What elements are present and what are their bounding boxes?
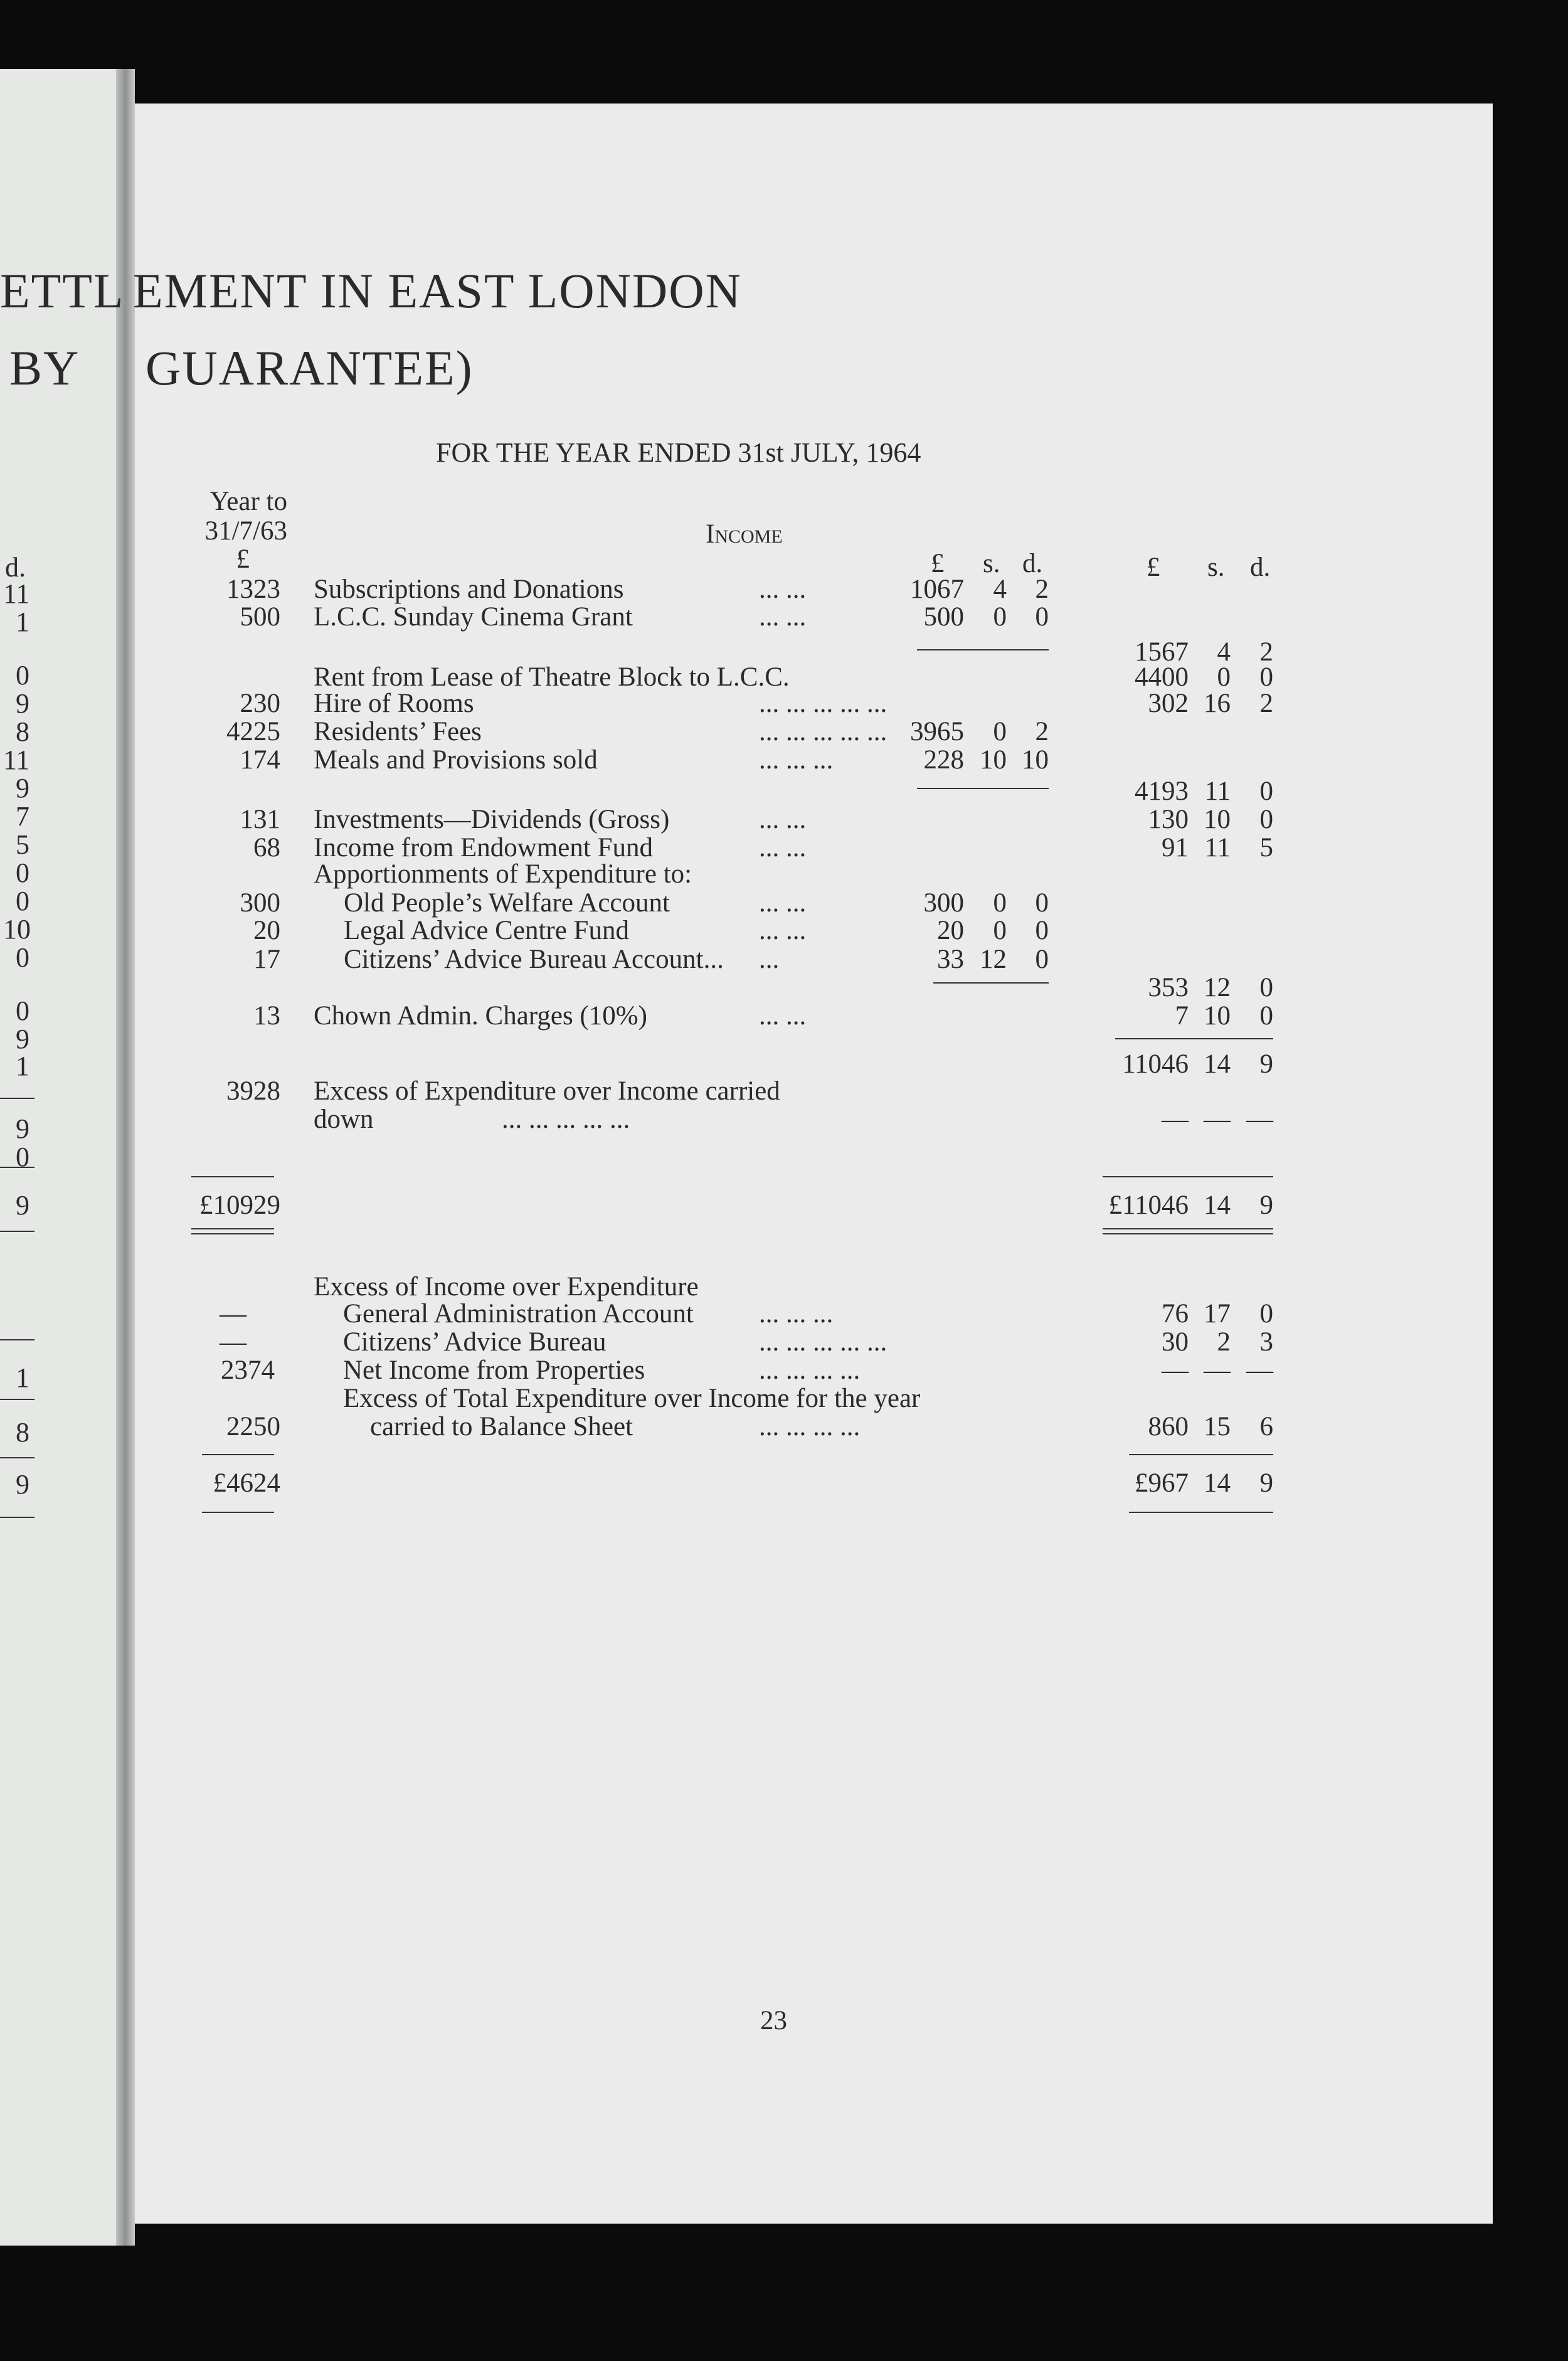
row-label: Hire of Rooms xyxy=(314,689,474,718)
row-label: Meals and Provisions sold xyxy=(314,745,598,775)
left-pence-value: 8 xyxy=(16,1417,29,1448)
prior-year-value: 300 xyxy=(240,888,280,918)
right-amount-pounds: 11046 xyxy=(1122,1049,1189,1079)
left-header-fragment-2: BY xyxy=(9,341,80,395)
mid-pound-header: £ xyxy=(931,549,945,578)
right-amount-pence: 5 xyxy=(1259,833,1273,862)
prior-year-value: 174 xyxy=(240,745,280,775)
right-total-pence: 9 xyxy=(1259,1468,1273,1498)
right-total-pounds: £11046 xyxy=(1108,1191,1189,1220)
leader-dots: ... ... xyxy=(759,805,807,834)
total-double-rule xyxy=(191,1228,274,1234)
right-amount-pounds: 302 xyxy=(1148,689,1189,718)
left-pence-value: 1 xyxy=(16,607,29,637)
right-amount-pence: 0 xyxy=(1259,973,1273,1002)
right-amount-pounds: 1567 xyxy=(1135,637,1189,667)
right-pence-header: d. xyxy=(1250,553,1271,582)
leader-dots: ... ... ... xyxy=(759,1299,834,1329)
prior-year-value: — xyxy=(220,1327,246,1357)
leader-dots: ... ... ... ... xyxy=(759,1412,861,1441)
right-amount-shillings: 4 xyxy=(1217,637,1231,667)
prior-year-value: 1323 xyxy=(226,575,280,604)
right-total-shillings: 14 xyxy=(1204,1191,1231,1220)
page-title-line1: EMENT IN EAST LONDON xyxy=(133,263,742,318)
left-pence-value: 9 xyxy=(16,1024,29,1054)
left-rule xyxy=(0,1457,34,1458)
right-amount-pounds: 353 xyxy=(1148,973,1189,1002)
right-amount-pence: 2 xyxy=(1259,689,1273,718)
left-pence-value: 0 xyxy=(16,1142,29,1172)
leader-dots: ... xyxy=(759,945,780,974)
left-header-fragment-1: ETTL xyxy=(0,263,125,318)
left-pence-value: 0 xyxy=(16,942,29,973)
left-pence-value: 8 xyxy=(16,716,29,747)
left-pence-value: 0 xyxy=(16,660,29,691)
right-amount-pence: 3 xyxy=(1259,1327,1273,1357)
left-pence-value: 0 xyxy=(16,886,29,916)
right-amount-pounds: 7 xyxy=(1175,1001,1189,1031)
subtotal-rule xyxy=(917,788,1049,789)
row-label: Income from Endowment Fund xyxy=(314,833,653,862)
right-amount-pence: 9 xyxy=(1259,1049,1273,1079)
prior-year-value: 20 xyxy=(253,916,280,945)
mid-amount-shillings: 10 xyxy=(980,745,1007,775)
row-label: down xyxy=(314,1105,374,1134)
right-amount-pounds: 30 xyxy=(1162,1327,1189,1357)
mid-amount-pounds: 3965 xyxy=(910,717,964,746)
mid-amount-pence: 10 xyxy=(1022,745,1049,775)
right-page xyxy=(129,103,1493,2224)
leader-dots: ... ... ... ... ... xyxy=(759,689,887,718)
right-amount-shillings: 0 xyxy=(1217,662,1231,692)
right-amount-pence: — xyxy=(1246,1356,1273,1385)
book-gutter xyxy=(116,69,135,2246)
mid-amount-shillings: 0 xyxy=(993,717,1007,746)
row-label: Rent from Lease of Theatre Block to L.C.C. xyxy=(314,662,790,692)
mid-amount-pence: 0 xyxy=(1035,945,1049,974)
left-pence-value: 11 xyxy=(3,578,30,609)
row-label: Citizens’ Advice Bureau Account... xyxy=(344,945,724,974)
row-label: General Administration Account xyxy=(343,1299,694,1329)
row-label: Net Income from Properties xyxy=(343,1356,645,1385)
right-amount-pence: 2 xyxy=(1259,637,1273,667)
subtotal-rule xyxy=(1115,1038,1273,1039)
left-rule xyxy=(0,1399,34,1400)
mid-amount-pounds: 20 xyxy=(937,916,964,945)
right-amount-shillings: 10 xyxy=(1204,805,1231,834)
right-amount-pounds: 4400 xyxy=(1135,662,1189,692)
left-rule xyxy=(0,1517,34,1518)
right-amount-shillings: 15 xyxy=(1204,1412,1231,1441)
left-rule xyxy=(0,1167,34,1168)
leader-dots: ... ... xyxy=(759,916,807,945)
row-label: Subscriptions and Donations xyxy=(314,575,624,604)
row-label: L.C.C. Sunday Cinema Grant xyxy=(314,602,633,632)
prior-year-header-2: 31/7/63 xyxy=(204,516,287,546)
prior-year-value: 3928 xyxy=(226,1076,280,1106)
mid-amount-pounds: 228 xyxy=(923,745,964,775)
prior-year-value: 13 xyxy=(253,1001,280,1031)
leader-dots: ... ... xyxy=(759,1001,807,1031)
leader-dots: ... ... ... ... ... xyxy=(502,1105,630,1134)
left-pence-value: 9 xyxy=(16,688,29,719)
right-amount-shillings: — xyxy=(1204,1105,1231,1134)
prior-year-value: 4225 xyxy=(226,717,280,746)
right-amount-pounds: 4193 xyxy=(1135,777,1189,806)
left-pence-value: 9 xyxy=(16,1190,29,1221)
row-label: Citizens’ Advice Bureau xyxy=(343,1327,607,1357)
prior-year-value: 131 xyxy=(240,805,280,834)
row-label: Excess of Total Expenditure over Income for the year xyxy=(343,1384,921,1413)
mid-amount-pounds: 1067 xyxy=(910,575,964,604)
right-amount-shillings: 16 xyxy=(1204,689,1231,718)
total-double-rule xyxy=(1103,1228,1273,1234)
prior-year-value: 2374 xyxy=(221,1356,275,1385)
left-pence-value: d. xyxy=(5,552,26,583)
mid-amount-shillings: 0 xyxy=(993,602,1007,632)
page-title-line2: GUARANTEE) xyxy=(146,341,474,395)
mid-amount-pence: 2 xyxy=(1035,575,1049,604)
left-pence-value: 7 xyxy=(16,801,29,832)
row-label: Excess of Expenditure over Income carried xyxy=(314,1076,780,1106)
left-rule xyxy=(0,1339,34,1340)
prior-year-header-3: £ xyxy=(236,544,250,574)
row-label: Chown Admin. Charges (10%) xyxy=(314,1001,647,1031)
leader-dots: ... ... ... ... ... xyxy=(759,1327,887,1357)
leader-dots: ... ... xyxy=(759,602,807,632)
total-rule xyxy=(1129,1512,1273,1513)
right-amount-pence: 0 xyxy=(1259,662,1273,692)
left-pence-value: 9 xyxy=(16,1469,29,1500)
prior-year-value: 500 xyxy=(240,602,280,632)
right-amount-pence: 0 xyxy=(1259,777,1273,806)
mid-amount-shillings: 4 xyxy=(993,575,1007,604)
section-heading-income: Income xyxy=(706,519,783,549)
leader-dots: ... ... ... xyxy=(759,745,834,775)
left-pence-value: 11 xyxy=(3,745,30,775)
prior-year-header-1: Year to xyxy=(209,487,287,516)
prior-year-value: 68 xyxy=(253,833,280,862)
right-total-pounds: £967 xyxy=(1135,1468,1189,1498)
right-amount-shillings: 14 xyxy=(1204,1049,1231,1079)
prior-year-value: — xyxy=(220,1299,246,1329)
left-pence-value: 1 xyxy=(16,1362,29,1393)
mid-amount-pence: 0 xyxy=(1035,602,1049,632)
prior-year-value: 17 xyxy=(253,945,280,974)
total-rule xyxy=(202,1454,274,1455)
left-pence-value: 0 xyxy=(16,857,29,888)
page-number: 23 xyxy=(760,2006,787,2035)
right-amount-pence: — xyxy=(1246,1105,1273,1134)
right-total-pence: 9 xyxy=(1259,1191,1273,1220)
prior-year-total: £10929 xyxy=(199,1191,280,1220)
right-amount-pounds: 860 xyxy=(1148,1412,1189,1441)
right-amount-shillings: 17 xyxy=(1204,1299,1231,1329)
row-label: Residents’ Fees xyxy=(314,717,482,746)
subtotal-rule xyxy=(933,982,1049,984)
leader-dots: ... ... xyxy=(759,575,807,604)
section-heading: Excess of Income over Expenditure xyxy=(314,1272,699,1302)
row-label: Apportionments of Expenditure to: xyxy=(314,859,692,889)
mid-amount-pence: 2 xyxy=(1035,717,1049,746)
leader-dots: ... ... ... ... ... xyxy=(759,717,887,746)
mid-amount-pounds: 500 xyxy=(923,602,964,632)
left-rule xyxy=(0,1098,34,1099)
mid-amount-shillings: 12 xyxy=(980,945,1007,974)
mid-amount-pence: 0 xyxy=(1035,916,1049,945)
left-rule xyxy=(0,1231,34,1232)
left-pence-value: 0 xyxy=(16,995,29,1026)
subtitle: FOR THE YEAR ENDED 31st JULY, 1964 xyxy=(436,437,921,468)
leader-dots: ... ... ... ... xyxy=(759,1356,861,1385)
right-amount-pounds: — xyxy=(1162,1356,1189,1385)
left-pence-value: 10 xyxy=(3,914,31,945)
right-amount-pence: 6 xyxy=(1259,1412,1273,1441)
right-amount-shillings: 10 xyxy=(1204,1001,1231,1031)
row-label: Investments—Dividends (Gross) xyxy=(314,805,670,834)
left-pence-value: 5 xyxy=(16,829,29,860)
right-amount-pounds: 130 xyxy=(1148,805,1189,834)
right-amount-shillings: 11 xyxy=(1204,777,1231,806)
right-amount-shillings: 2 xyxy=(1217,1327,1231,1357)
right-amount-pence: 0 xyxy=(1259,1001,1273,1031)
right-pound-header: £ xyxy=(1147,553,1160,582)
mid-amount-pounds: 33 xyxy=(937,945,964,974)
right-amount-shillings: 12 xyxy=(1204,973,1231,1002)
mid-amount-pounds: 300 xyxy=(923,888,964,918)
total-rule xyxy=(202,1512,274,1513)
row-label: carried to Balance Sheet xyxy=(370,1412,633,1441)
mid-pence-header: d. xyxy=(1022,549,1043,578)
subtotal-rule xyxy=(917,649,1049,650)
row-label: Legal Advice Centre Fund xyxy=(344,916,629,945)
mid-amount-pence: 0 xyxy=(1035,888,1049,918)
mid-amount-shillings: 0 xyxy=(993,916,1007,945)
row-label: Old People’s Welfare Account xyxy=(344,888,670,918)
right-amount-pence: 0 xyxy=(1259,805,1273,834)
right-amount-pounds: 76 xyxy=(1162,1299,1189,1329)
right-amount-pounds: 91 xyxy=(1162,833,1189,862)
right-amount-pence: 0 xyxy=(1259,1299,1273,1329)
right-amount-shillings: 11 xyxy=(1204,833,1231,862)
left-pence-value: 1 xyxy=(16,1051,29,1081)
right-amount-shillings: — xyxy=(1204,1356,1231,1385)
right-amount-pounds: — xyxy=(1162,1105,1189,1134)
left-pence-value: 9 xyxy=(16,773,29,804)
total-rule xyxy=(191,1176,274,1177)
prior-year-value: 2250 xyxy=(226,1412,280,1441)
mid-shilling-header: s. xyxy=(983,549,1000,578)
leader-dots: ... ... xyxy=(759,833,807,862)
mid-amount-shillings: 0 xyxy=(993,888,1007,918)
prior-year-total: £4624 xyxy=(213,1468,280,1498)
right-total-shillings: 14 xyxy=(1204,1468,1231,1498)
right-shilling-header: s. xyxy=(1207,553,1225,582)
total-rule xyxy=(1103,1176,1273,1177)
total-rule xyxy=(1129,1454,1273,1455)
prior-year-value: 230 xyxy=(240,689,280,718)
leader-dots: ... ... xyxy=(759,888,807,918)
left-pence-value: 9 xyxy=(16,1113,29,1144)
